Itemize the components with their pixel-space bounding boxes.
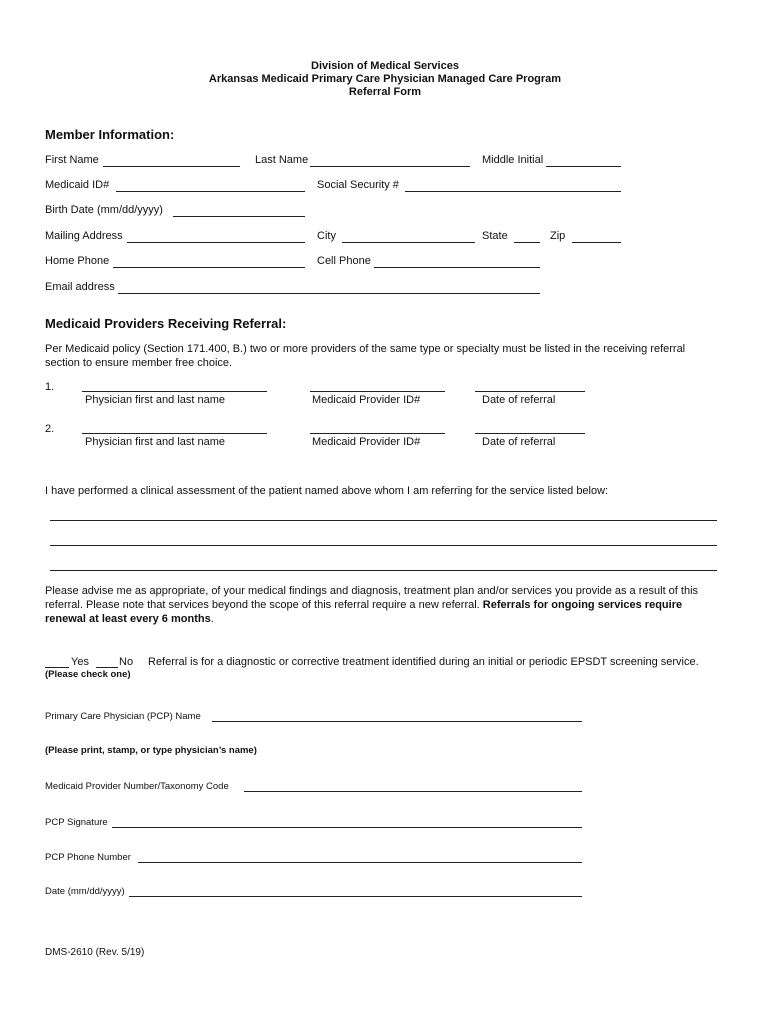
first-name-field[interactable] (103, 166, 240, 167)
service-line-3[interactable] (50, 570, 717, 571)
renewal-notice: Referrals for ongoing services require renewal at least every 6 months (45, 599, 683, 625)
header-form-title: Referral Form (348, 86, 422, 98)
pcp-name-field[interactable] (212, 721, 582, 722)
home-phone-field[interactable] (113, 267, 305, 268)
middle-initial-label: Middle Initial (482, 154, 544, 166)
provider-row-number: 2. (45, 423, 55, 435)
epsdt-text: Referral is for a diagnostic or corrective treatment identified during an initial or periodic EPSDT screening service. (148, 656, 699, 668)
service-line-1[interactable] (50, 520, 717, 521)
yes-checkbox-line[interactable] (45, 667, 69, 668)
no-checkbox-line[interactable] (96, 667, 118, 668)
city-field[interactable] (342, 242, 475, 243)
referral-date-caption: Date of referral (482, 394, 556, 406)
date-field[interactable] (129, 896, 582, 897)
cell-phone-field[interactable] (374, 267, 540, 268)
zip-label: Zip (550, 230, 566, 242)
advise-period: . (210, 613, 214, 625)
print-note: (Please print, stamp, or type physician’s name) (45, 745, 257, 756)
provider-1-date-field[interactable] (475, 391, 585, 392)
last-name-label: Last Name (255, 154, 309, 166)
date-label: Date (mm/dd/yyyy) (45, 886, 125, 897)
provider-row-number: 1. (45, 381, 55, 393)
email-label: Email address (45, 281, 115, 293)
form-id: DMS-2610 (Rev. 5/19) (45, 947, 145, 958)
provider-2-date-field[interactable] (475, 433, 585, 434)
first-name-label: First Name (45, 154, 99, 166)
cell-phone-label: Cell Phone (317, 255, 371, 267)
provider-name-caption: Physician first and last name (85, 436, 226, 448)
yes-label: Yes (71, 656, 89, 668)
home-phone-label: Home Phone (45, 255, 110, 267)
providers-heading: Medicaid Providers Receiving Referral: (45, 316, 287, 331)
header-division: Division of Medical Services (311, 60, 459, 72)
zip-field[interactable] (572, 242, 621, 243)
medicaid-id-label: Medicaid ID# (45, 179, 110, 191)
pcp-phone-field[interactable] (138, 862, 582, 863)
no-label: No (119, 656, 134, 668)
advise-text: Please advise me as appropriate, of your medical findings and diagnosis, treatment plan and/or services you provide as a result of this referral. Please note that services beyond the scope of this referral require a new referral. (45, 585, 699, 611)
provider-id-caption: Medicaid Provider ID# (312, 436, 421, 448)
provider-number-label: Medicaid Provider Number/Taxonomy Code (45, 781, 229, 792)
birth-date-field[interactable] (173, 216, 305, 217)
ssn-field[interactable] (405, 191, 621, 192)
state-field[interactable] (514, 242, 540, 243)
middle-initial-field[interactable] (546, 166, 621, 167)
provider-id-caption: Medicaid Provider ID# (312, 394, 421, 406)
provider-1-id-field[interactable] (310, 391, 445, 392)
ssn-label: Social Security # (317, 179, 399, 191)
provider-2-name-field[interactable] (82, 433, 267, 434)
mailing-address-label: Mailing Address (45, 230, 123, 242)
pcp-signature-field[interactable] (112, 827, 582, 828)
referral-date-caption: Date of referral (482, 436, 556, 448)
assessment-text: I have performed a clinical assessment of the patient named above whom I am referring for the service listed below: (45, 485, 609, 497)
pcp-phone-label: PCP Phone Number (45, 852, 131, 863)
last-name-field[interactable] (310, 166, 470, 167)
city-label: City (317, 230, 336, 242)
pcp-name-label: Primary Care Physician (PCP) Name (45, 711, 201, 722)
medicaid-id-field[interactable] (116, 191, 305, 192)
header-program: Arkansas Medicaid Primary Care Physician Managed Care Program (208, 73, 562, 85)
provider-number-field[interactable] (244, 791, 582, 792)
provider-name-caption: Physician first and last name (85, 394, 226, 406)
check-one-note: (Please check one) (45, 669, 131, 680)
email-field[interactable] (118, 293, 540, 294)
advise-paragraph (45, 584, 725, 626)
member-info-heading: Member Information: (45, 127, 175, 142)
provider-2-id-field[interactable] (310, 433, 445, 434)
provider-1-name-field[interactable] (82, 391, 267, 392)
providers-policy-text: Per Medicaid policy (Section 171.400, B.) two or more providers of the same type or specialty must be listed in the receiving referral section to ensure member free choice. (45, 343, 686, 369)
mailing-address-field[interactable] (127, 242, 305, 243)
state-label: State (482, 230, 508, 242)
birth-date-label: Birth Date (mm/dd/yyyy) (45, 204, 163, 216)
service-line-2[interactable] (50, 545, 717, 546)
pcp-signature-label: PCP Signature (45, 817, 108, 828)
